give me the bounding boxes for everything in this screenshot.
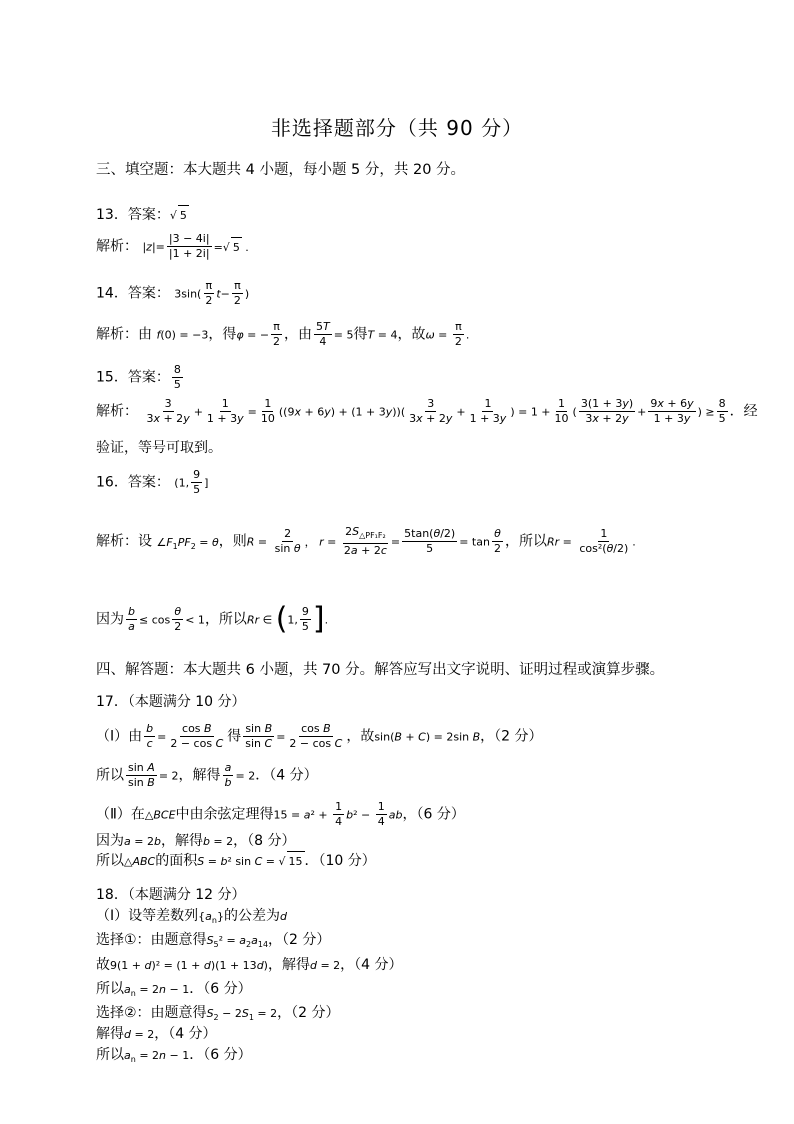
q18-line4: 所以$a_n = 2n - 1$．（6 分） [96, 981, 252, 999]
q15-answer: 15．答案： $\frac{8}{5}$ [96, 363, 181, 391]
q18-line5: 选择②：由题意得$S_2 - 2S_1 = 2$，（2 分） [96, 1005, 340, 1023]
q16-answer: 16．答案： (1, $\frac{9}{5}$ ] [96, 468, 209, 496]
q13-label: 13．答案： [96, 207, 170, 223]
q17-heading: 17．（本题满分 10 分） [96, 694, 246, 710]
q17-part1: （Ⅰ）由 $\frac{b}{c}$ = $\frac{\text{cos B}}{\text{2 − cos C}}$ 得 $\frac{\text{sin B}}{\text{sin C}}$ = $\frac{\text{cos B}}{\text{2 − cos C}}$ ，故sin(B + C) = 2sin B，（2 分） [96, 722, 543, 750]
q14-solution: 解析：由 f(0) = −3，得φ = − $\frac{\pi}{2}$ ，由 $\frac{5T}{4}$ = 5得T = 4，故ω = $\frac{\pi}{2}$ . [96, 320, 470, 348]
q17-part1b: 所以 $\frac{\text{sin A}}{\text{sin B}}$ = 2，解得 $\frac{a}{b}$ = 2．（4 分） [96, 761, 318, 789]
q15-verify: 验证，等号可取到。 [96, 440, 222, 456]
q14-answer: 14．答案： 3sin( $\frac{\pi}{2}$ t− $\frac{\pi}{2}$ ) [96, 279, 250, 307]
q16-solution: 解析：设 $\angle F_1PF_2 = \theta$，则R = $\frac{2}{\text{sin θ}}$ ， r = $\frac{2S_{\triangle PF_1F_2}}{2a + 2c}$ = $\frac{5\tan(\theta/2)}{5}$ = tan $\frac{\theta}{2}$ ，所以Rr = $\frac{1}{\text{cos²(θ/2)}}$ . [96, 525, 636, 558]
section-4-heading: 四、解答题：本大题共 6 小题，共 70 分。解答应写出文字说明、证明过程或演算步骤。 [96, 662, 665, 678]
page-title: 非选择题部分（共 90 分） [270, 116, 524, 140]
q13-answer: 13．答案：√ 5 [96, 205, 189, 226]
q18-heading: 18．（本题满分 12 分） [96, 887, 246, 903]
q18-line6: 解得d = 2，（4 分） [96, 1026, 217, 1042]
q16-range: 因为 $\frac{b}{a}$ ≤ cos $\frac{\theta}{2}$ < 1，所以Rr ∈ (1, $\frac{9}{5}$ ]. [96, 601, 329, 637]
q16-label: 16．答案： [96, 474, 170, 491]
q14-label: 14．答案： [96, 285, 170, 302]
q13-prefix: 解析： [96, 238, 138, 255]
q14-prefix: 解析：由 [96, 326, 152, 343]
q16-prefix: 解析：设 [96, 533, 152, 550]
q17-part2c: 所以△ABC的面积S = b² sin C = √ 15 ．（10 分） [96, 851, 376, 872]
q18-line7: 所以$a_n = 2n - 1$．（6 分） [96, 1047, 252, 1065]
q17-part2: （Ⅱ）在△BCE中由余弦定理得15 = a² + $\frac{1}{4}$ b² − $\frac{1}{4}$ ab，（6 分） [96, 800, 465, 828]
q18-line2: 选择①：由题意得$S_5^2 = a_2a_{14}$，（2 分） [96, 932, 331, 950]
q15-solution: 解析： $\frac{3}{3x + 2y}$ + $\frac{1}{1 + 3y}$ = $\frac{1}{10}$ ((9x + 6y) + (1 + 3y))( $\frac{3}{3x + 2y}$ + $\frac{1}{1 + 3y}$ ) = 1 + $\frac{1}{10}$ ( $\frac{3(1 + 3y)}{3x + 2y}$ + $\frac{9x + 6y}{1 + 3y}$ ) ≥ $\frac{8}{5}$ ．经 [96, 397, 758, 425]
q15-label: 15．答案： [96, 369, 170, 386]
q13-solution: 解析： |z|= $\frac{|3 - 4i|}{|1 + 2i|}$ =√ 5 . [96, 232, 249, 260]
q18-line3: 故9(1 + d)² = (1 + d)(1 + 13d)，解得d = 2，（4 分） [96, 957, 403, 973]
q15-prefix: 解析： [96, 403, 138, 420]
section-3-heading: 三、填空题：本大题共 4 小题，每小题 5 分，共 20 分。 [96, 162, 466, 178]
q17-part2b: 因为a = 2b，解得b = 2，（8 分） [96, 833, 296, 849]
q18-line1: （Ⅰ）设等差数列$\{a_n\}$的公差为d [96, 908, 287, 926]
